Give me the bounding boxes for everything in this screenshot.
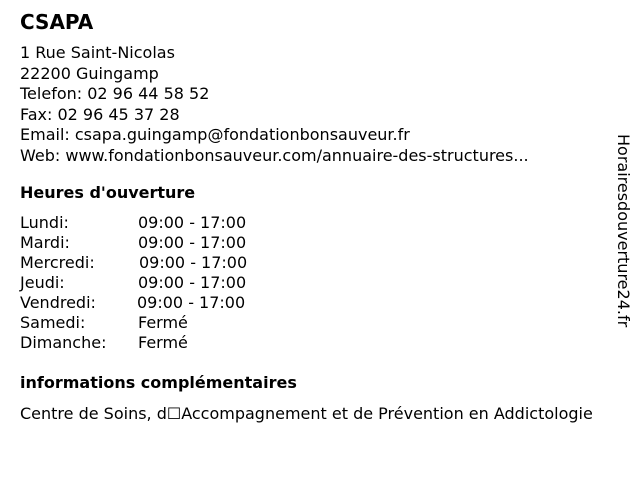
day-label: Dimanche: [20,333,107,352]
day-label: Mercredi: [20,253,95,272]
page-title: CSAPA [20,10,94,34]
fax-number: Fax: 02 96 45 37 28 [20,104,180,124]
hours-value: 09:00 - 17:00 [138,233,247,252]
day-label: Lundi: [20,213,69,232]
hours-value: 09:00 - 17:00 [139,253,248,272]
email-address: Email: csapa.guingamp@fondationbonsauveur.fr [20,125,410,144]
day-label: Jeudi: [20,273,65,292]
day-label: Mardi: [20,233,70,252]
additional-info-heading: informations complémentaires [20,373,297,392]
day-label: Vendredi: [20,293,96,312]
hours-value: Fermé [138,313,188,332]
hours-value: Fermé [138,333,188,352]
contact-block [20,43,529,166]
opening-hours-heading: Heures d'ouverture [20,183,196,202]
address-street: 1 Rue Saint-Nicolas [20,43,175,62]
hours-value: 09:00 - 17:00 [138,213,247,232]
site-watermark: Horairesdouverture24.fr [614,134,633,328]
hours-value: 09:00 - 17:00 [137,293,246,312]
hours-value: 09:00 - 17:00 [138,273,247,292]
address-city: 22200 Guingamp [20,63,159,83]
additional-info-text: Centre de Soins, d☐Accompagnement et de Prévention en Addictologie [20,404,593,423]
day-label: Samedi: [20,313,86,332]
website-url: Web: www.fondationbonsauveur.com/annuaire-des-structures... [20,145,529,165]
phone-number: Telefon: 02 96 44 58 52 [20,84,210,103]
